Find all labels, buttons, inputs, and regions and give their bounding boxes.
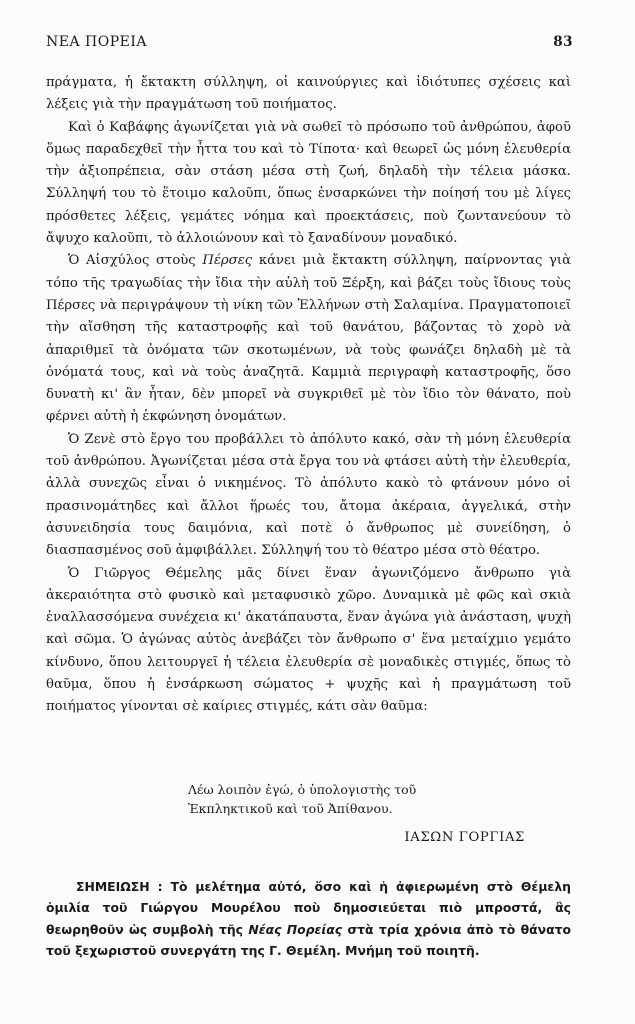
verse-line-2: Ἐκπληκτικοῦ καὶ τοῦ Ἀπίθανου. bbox=[188, 801, 393, 816]
paragraph-3-rest: κάνει μιὰ ἔκτακτη σύλληψη, παίρνοντας γιὰ τόπο τῆς τραγωδίας τὴν ἴδια τὴν αὐλὴ τοῦ Ξέρξη, καὶ βάζει τοὺς ἴδιους τοὺς Πέρσες νὰ περιγράψουν τὴ νίκη τῶν Ἑλλήνων στὴ Σαλαμίνα. Πραγματοποιεῖ τὴν αἴσθηση τῆς καταστροφῆς καὶ τοῦ θανάτου, βάζοντας τὸ χορὸ νὰ ἀπαριθμεῖ τὰ ὀνόματα τῶν σκοτωμένων, νὰ τοὺς φωνάζει δηλαδὴ μὲ τὰ ὀνόματά τους, καὶ νὰ τοὺς ἀναζητᾶ. Καμμιὰ περιγραφὴ καταστροφῆς, ὅσο δυνατὴ κι' ἂν ἦταν, δὲν μπορεῖ νὰ συγκριθεῖ μὲ τὸν ἴδιο τὸν θάνατο, ποὺ φέρνει αὐτὴ ἡ ἐκφώνηση ὀνομάτων. bbox=[46, 253, 571, 425]
paragraph-1: πράγματα, ἡ ἔκτακτη σύλληψη, οἱ καινούργιες καὶ ἰδιότυπες σχέσεις καὶ λέξεις γιὰ τὴν πραγμάτωση τοῦ ποιήματος. bbox=[46, 75, 571, 113]
running-title: ΝΕΑ ΠΟΡΕΙΑ bbox=[46, 34, 147, 50]
verse-line-1: Λέω λοιπὸν ἐγώ, ὁ ὑπολογιστὴς τοῦ bbox=[188, 782, 417, 797]
paragraph-4: Ὁ Ζενὲ στὸ ἔργο του προβάλλει τὸ ἀπόλυτο κακό, σὰν τὴ μόνη ἐλευθερία τοῦ ἀνθρώπου. Ἀγωνίζεται μέσα στὰ ἔργα του νὰ φτάσει αὐτὴ τὴν ἐλευθερία, ἀλλὰ συνεχῶς εἶναι ὁ νικημένος. Τὸ ἀπόλυτο κακὸ τὸ φτάνουν μόνο οἱ πρασινομάτηδες καὶ ἄλλοι ἥρωές του, ἄτομα ἀκέραια, ἀγγελικά, στὴν ἀσυνειδησία τους δαιμόνια, καὶ ποτὲ ὁ ἄνθρωπος μὲ συνείδηση, ὁ διασπασμένος σοῦ ἀμφιβάλλει. Σύλληψή του τὸ θέατρο μέσα στὸ θέατρο. bbox=[46, 431, 571, 559]
paragraph-2: Καὶ ὁ Καβάφης ἀγωνίζεται γιὰ νὰ σωθεῖ τὸ πρόσωπο τοῦ ἀνθρώπου, ἀφοῦ ὅμως παραδεχθεῖ τὴν ἧττα του καὶ τὸ Τίποτα· καὶ θεωρεῖ ὡς μόνη ἐλευθερία τὴν ἀξιοπρέπεια, σὰν στάση μέσα στὴ ζωή, δηλαδὴ τὴν τέλεια μάσκα. Σύλληψή του τὸ ἕτοιμο καλοῦπι, ὅπως ἐνσαρκώνει τὴν ποίησή του μὲ λίγες πρόσθετες λέξεις, γεμάτες νόημα καὶ προεκτάσεις, ποὺ ζωντανεύουν τὸ ἄψυχο καλοῦπι, τὸ ἀλλοιώνουν καὶ τὸ ξαναδίνουν μοναδικό. bbox=[46, 119, 571, 247]
main-text bbox=[46, 72, 571, 719]
paragraph-5: Ὁ Γιῶργος Θέμελης μᾶς δίνει ἕναν ἀγωνιζόμενο ἄνθρωπο γιὰ ἀκεραιότητα στὸ φυσικὸ καὶ μεταφυσικὸ χῶρο. Δυναμικὰ μὲ φῶς καὶ σκιὰ ἐναλλασσόμενα συνέχεια κι' ἀκατάπαυστα, ἕναν ἀγώνα γιὰ ἀνάσταση, ψυχὴ καὶ σῶμα. Ὁ ἀγώνας αὐτὸς ἀνεβάζει τὸν ἄνθρωπο σ' ἕνα μεταίχμιο γεμάτο κίνδυνο, ὅπου λειτουργεῖ ἡ τέλεια ἐλευθερία σὲ μοναδικὲς στιγμές, ὅπως τὸ θαῦμα, ὅπου ἡ ἐνσάρκωση σώματος + ψυχῆς καὶ ἡ πραγμάτωση τοῦ ποιήματος γίνονται σὲ καίριες στιγμές, κάτι σὰν θαῦμα: bbox=[46, 565, 571, 715]
editor-note bbox=[46, 876, 571, 961]
page-number: 83 bbox=[553, 34, 573, 50]
paragraph-3-start: Ὁ Αἰσχύλος στοὺς bbox=[68, 253, 203, 269]
author-signature: ΙΑΣΩΝ ΓΟΡΓΙΑΣ bbox=[404, 830, 525, 845]
note-text-rest: στὰ τρία χρόνια ἀπὸ τὸ θάνατο τοῦ ξεχωριστοῦ συνεργάτη της Γ. Θεμέλη. Μνήμη τοῦ ποιητῆ. bbox=[46, 921, 572, 958]
quoted-verse bbox=[188, 780, 416, 818]
paragraph-3 bbox=[46, 250, 571, 428]
note-label: ΣΗΜΕΙΩΣΗ : bbox=[76, 879, 163, 894]
journal-title: Νέας Πορείας bbox=[248, 921, 343, 937]
work-title-persians: Πέρσες bbox=[202, 253, 253, 269]
running-header bbox=[46, 34, 573, 50]
note-text-start: Τὸ μελέτημα αὐτό, ὅσο καὶ ἡ ἀφιερωμένη στὸ Θέμελη ὁμιλία τοῦ Γιώργου Μουρέλου ποὺ δημοσιεύεται πιὸ μπροστά, ἂς θεωρηθοῦν ὡς συμβολὴ τῆς bbox=[46, 879, 571, 937]
